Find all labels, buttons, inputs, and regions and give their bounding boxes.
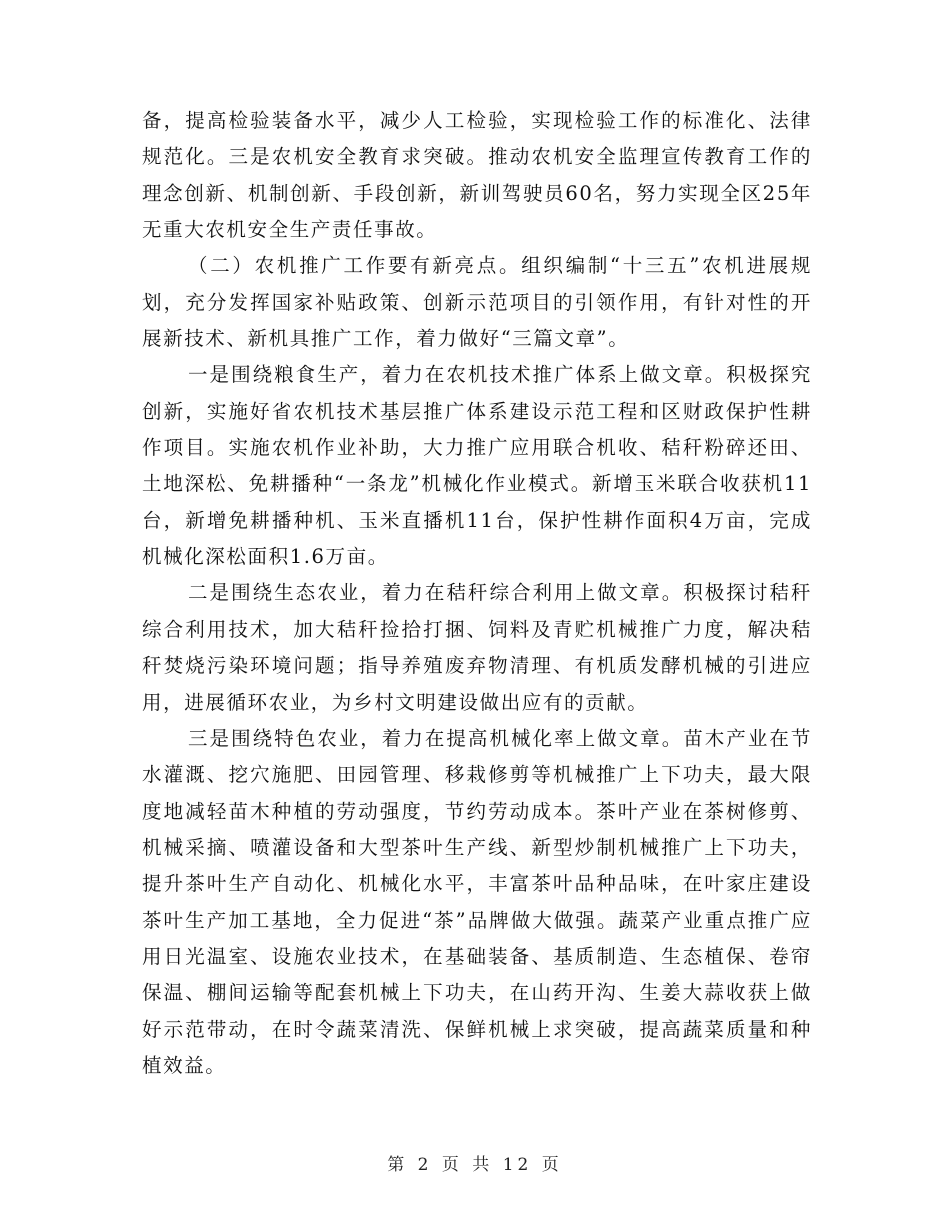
paragraph-section-heading: （二）农机推广工作要有新亮点。组织编制“十三五”农机进展规划，充分发挥国家补贴政策、创新示范项目的引领作用，有针对性的开展新技术、新机具推广工作，着力做好“三篇文章”。: [142, 254, 812, 351]
page-footer: 第 2 页 共 12 页: [387, 1155, 563, 1175]
document-body: [142, 103, 812, 1084]
paragraph-specialty-agriculture: 三是围绕特色农业，着力在提高机械化率上做文章。苗木产业在节水灌溉、挖穴施肥、田园管理、移栽修剪等机械推广上下功夫，最大限度地减轻苗木种植的劳动强度，节约劳动成本。茶叶产业在茶树修剪、机械采摘、喷灌设备和大型茶叶生产线、新型炒制机械推广上下功夫，提升茶叶生产自动化、机械化水平，丰富茶叶品种品味，在叶家庄建设茶叶生产加工基地，全力促进“茶”品牌做大做强。蔬菜产业重点推广应用日光温室、设施农业技术，在基础装备、基质制造、生态植保、卷帘保温、棚间运输等配套机械上下功夫，在山药开沟、生姜大蒜收获上做好示范带动，在时令蔬菜清洗、保鲜机械上求突破，提高蔬菜质量和种植效益。: [142, 726, 812, 1077]
paragraph-grain-production: 一是围绕粮食生产，着力在农机技术推广体系上做文章。积极探究创新，实施好省农机技术基层推广体系建设示范工程和区财政保护性耕作项目。实施农机作业补助，大力推广应用联合机收、秸秆粉碎还田、土地深松、免耕播种“一条龙”机械化作业模式。新增玉米联合收获机11台，新增免耕播种机、玉米直播机11台，保护性耕作面积4万亩，完成机械化深松面积1.6万亩。: [142, 363, 812, 569]
paragraph-ecological-agriculture: 二是围绕生态农业，着力在秸秆综合利用上做文章。积极探讨秸秆综合利用技术，加大秸秆捡拾打捆、饲料及青贮机械推广力度，解决秸秆焚烧污染环境问题；指导养殖废弃物清理、有机质发酵机械的引进应用，进展循环农业，为乡村文明建设做出应有的贡献。: [142, 581, 812, 714]
paragraph-continuation: 备，提高检验装备水平，减少人工检验，实现检验工作的标准化、法律规范化。三是农机安全教育求突破。推动农机安全监理宣传教育工作的理念创新、机制创新、手段创新，新训驾驶员60名，努力实现全区25年无重大农机安全生产责任事故。: [142, 109, 812, 242]
